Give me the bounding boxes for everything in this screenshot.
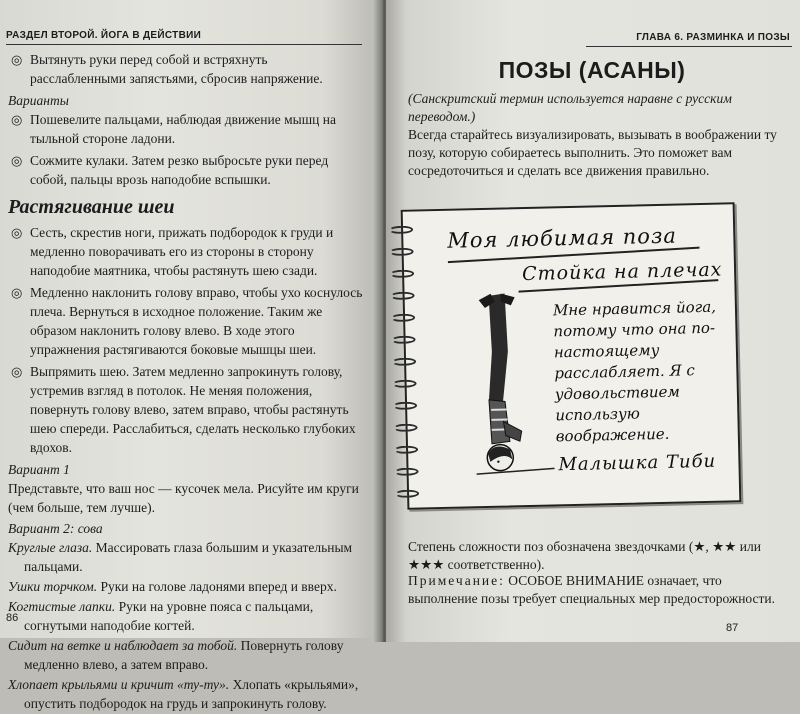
owl-item-lead: Круглые глаза. bbox=[8, 540, 93, 555]
right-running-header: ГЛАВА 6. РАЗМИНКА И ПОЗЫ bbox=[636, 32, 790, 43]
page-title: ПОЗЫ (АСАНЫ) bbox=[498, 57, 686, 83]
bullet-icon: ◎ bbox=[11, 225, 23, 240]
child-shoulderstand-drawing bbox=[471, 290, 559, 482]
bullet-text: Пошевелите пальцами, наблюдая движение мышц на тыльной стороне ладони. bbox=[30, 112, 336, 146]
owl-item-lead: Сидит на ветке и наблюдает за тобой. bbox=[8, 638, 238, 653]
notebook-pose: Стойка на плечах bbox=[521, 258, 723, 286]
bullet-text: Медленно наклонить голову вправо, чтобы ухо коснулось плеча. Вернуться в исходное положение. Таким же образом наклонить голову влево. В ходе этого упражнения растягиваются боковые мышцы шеи. bbox=[30, 285, 363, 357]
remark-paragraph bbox=[408, 572, 784, 608]
owl-item-lead: Ушки торчком. bbox=[8, 579, 98, 594]
notebook-illustration bbox=[401, 202, 742, 510]
left-running-header: РАЗДЕЛ ВТОРОЙ. ЙОГА В ДЕЙСТВИИ bbox=[6, 30, 202, 41]
owl-item-text: Массировать глаза большим и указательным пальцами. bbox=[24, 540, 353, 574]
owl-item bbox=[8, 597, 364, 635]
intro-paragraph: Всегда старайтесь визуализировать, вызывать в воображении ту позу, которую собираетесь выполнить. Это поможет вам сосредоточиться и сделать все движения правильно. bbox=[408, 127, 777, 178]
right-header-rule bbox=[586, 46, 792, 47]
notebook-signature: Малышка Тиби bbox=[558, 450, 717, 476]
bullet-icon: ◎ bbox=[11, 285, 23, 300]
sanskrit-note: (Санскритский термин используется наравне с русским переводом.) bbox=[408, 91, 732, 124]
owl-item bbox=[8, 577, 364, 596]
difficulty-stars-text: Степень сложности поз обозначена звездочками (★, ★★ или ★★★ соответственно). bbox=[408, 539, 761, 572]
owl-item bbox=[8, 538, 364, 576]
list-item bbox=[8, 223, 364, 280]
section-title: Растягивание шеи bbox=[8, 196, 175, 218]
owl-item-text: Руки на уровне пояса с пальцами, согнутыми наподобие когтей. bbox=[24, 599, 314, 633]
owl-item-text: Повернуть голову медленно влево, а затем вправо. bbox=[24, 638, 344, 672]
right-page-number: 87 bbox=[726, 622, 739, 634]
left-text-column bbox=[8, 50, 364, 714]
owl-item-lead: Хлопает крыльями и кричит «ту-ту». bbox=[8, 677, 230, 692]
bullet-icon: ◎ bbox=[11, 52, 23, 67]
owl-item bbox=[8, 636, 364, 674]
spiral-binding-icon bbox=[389, 222, 421, 503]
variants-label: Варианты bbox=[8, 93, 69, 108]
bullet-icon: ◎ bbox=[11, 112, 23, 127]
bullet-icon: ◎ bbox=[11, 364, 23, 379]
list-item bbox=[8, 110, 364, 148]
list-item bbox=[8, 283, 364, 359]
notebook-message: Мне нравится йога, потому что она по-настоящему расслабляет. Я с удовольствием использую воображение. bbox=[552, 297, 717, 446]
bullet-text: Сожмите кулаки. Затем резко выбросьте руки перед собой, пальцы врозь наподобие вспышки. bbox=[30, 153, 329, 187]
bullet-text: Вытянуть руки перед собой и встряхнуть расслабленными запястьями, сбросив напряжение. bbox=[30, 52, 323, 86]
bullet-text: Выпрямить шею. Затем медленно запрокинуть голову, устремив взгляд в потолок. Не меняя положения, повернуть голову влево, затем вправо, чтобы растянуть шею спереди. Расслабиться, сделать несколько глубоких вдохов. bbox=[30, 364, 356, 455]
remark-emphasis: ОСОБОЕ ВНИМАНИЕ bbox=[508, 573, 644, 588]
variant1-text: Представьте, что ваш нос — кусочек мела. Рисуйте им круги (чем больше, тем лучше). bbox=[8, 481, 359, 515]
list-item bbox=[8, 362, 364, 457]
remark-label: Примечание: bbox=[408, 573, 505, 588]
owl-item-text: Хлопать «крыльями», опустить подбородок на грудь и запрокинуть голову. bbox=[24, 677, 359, 711]
owl-item-lead: Когтистые лапки. bbox=[8, 599, 116, 614]
variant2-label: Вариант 2: сова bbox=[8, 521, 103, 536]
remark-text: означает, что выполнение позы требует специальных мер предосторожности. bbox=[408, 573, 776, 606]
variant1-label: Вариант 1 bbox=[8, 462, 70, 477]
bullet-icon: ◎ bbox=[11, 153, 23, 168]
right-page bbox=[386, 0, 800, 642]
left-page-number: 86 bbox=[6, 612, 19, 624]
notebook-title: Моя любимая поза bbox=[447, 223, 678, 253]
left-page bbox=[0, 0, 380, 711]
owl-item bbox=[8, 675, 364, 713]
list-item bbox=[8, 50, 364, 88]
bullet-text: Сесть, скрестив ноги, прижать подбородок к груди и медленно поворачивать его из стороны в сторону наподобие маятника, чтобы растянуть шею сзади. bbox=[30, 225, 334, 278]
list-item bbox=[8, 151, 364, 189]
owl-item-text: Руки на голове ладонями вперед и вверх. bbox=[97, 579, 337, 594]
left-header-rule bbox=[6, 44, 362, 45]
